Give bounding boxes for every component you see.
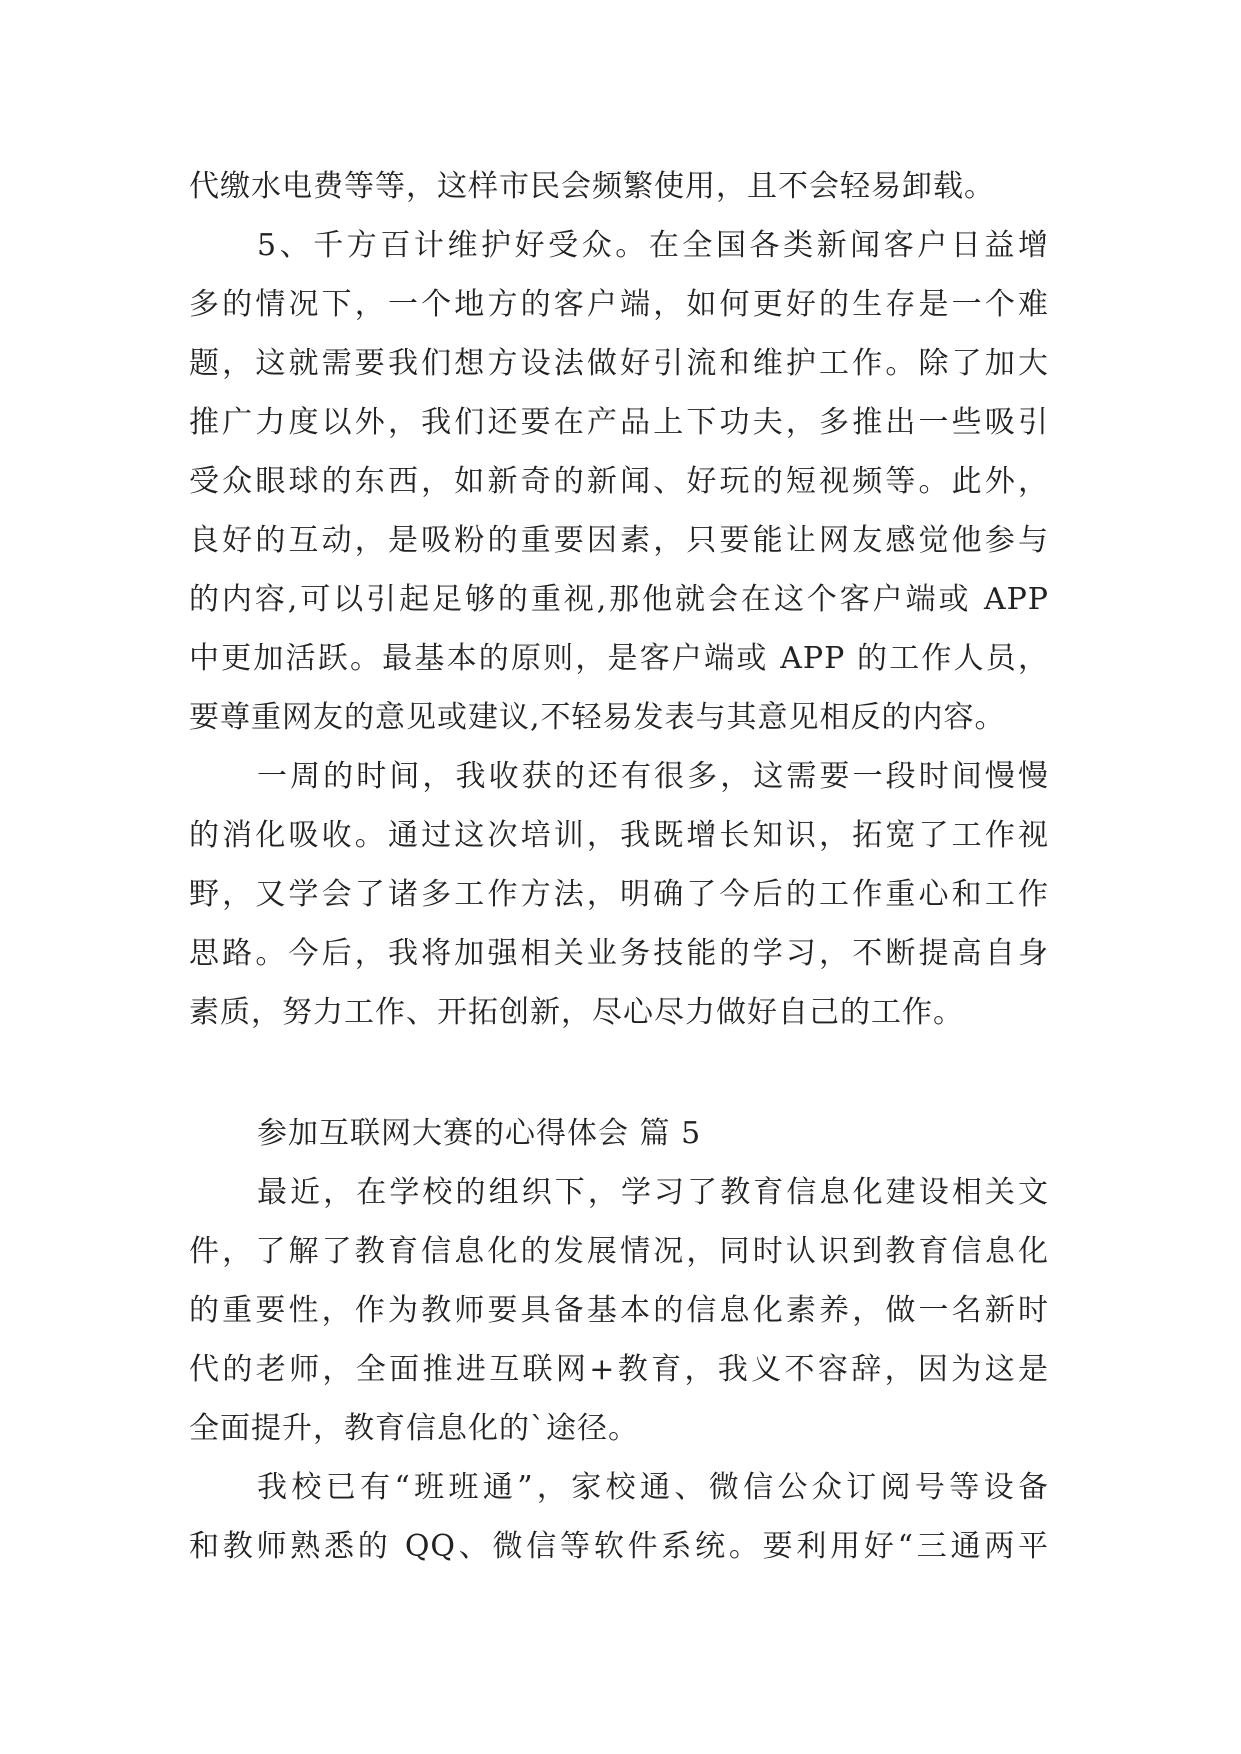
paragraph (189, 747, 1049, 1042)
text-line: 和教师熟悉的 QQ、微信等软件系统。要利用好“三通两平 (189, 1529, 1049, 1564)
text-line: 良好的互动，是吸粉的重要因素，只要能让网友感觉他参与 (189, 523, 1049, 558)
text-line: 野，又学会了诸多工作方法，明确了今后的工作重心和工作 (189, 877, 1049, 912)
text-line: 的消化吸收。通过这次培训，我既增长知识，拓宽了工作视 (189, 818, 1049, 853)
text-line: 代缴水电费等等，这样市民会频繁使用，且不会轻易卸载。 (189, 169, 995, 204)
paragraph (189, 1163, 1049, 1458)
text-line: 最近，在学校的组织下，学习了教育信息化建设相关文 (257, 1175, 1049, 1210)
text-line: 全面提升，教育信息化的`途径。 (189, 1411, 639, 1446)
paragraph (189, 216, 1049, 747)
text-line: 素质，努力工作、开拓创新，尽心尽力做好自己的工作。 (189, 995, 964, 1030)
section-gap (189, 1042, 1049, 1104)
text-line: 推广力度以外，我们还要在产品上下功夫，多推出一些吸引 (189, 405, 1049, 440)
text-line: 多的情况下，一个地方的客户端，如何更好的生存是一个难 (189, 287, 1049, 322)
paragraph (189, 1458, 1049, 1576)
text-line: 的内容,可以引起足够的重视,那他就会在这个客户端或 APP (189, 582, 1049, 617)
text-line: 受众眼球的东西，如新奇的新闻、好玩的短视频等。此外， (189, 464, 1049, 499)
text-line: 思路。今后，我将加强相关业务技能的学习，不断提高自身 (189, 936, 1049, 971)
text-line: 中更加活跃。最基本的原则，是客户端或 APP 的工作人员， (189, 641, 1049, 676)
text-line: 件，了解了教育信息化的发展情况，同时认识到教育信息化 (189, 1234, 1049, 1269)
text-line: 一周的时间，我收获的还有很多，这需要一段时间慢慢 (257, 759, 1049, 794)
text-line: 题，这就需要我们想方设法做好引流和维护工作。除了加大 (189, 346, 1049, 381)
paragraph (189, 157, 1049, 216)
text-line: 5、千方百计维护好受众。在全国各类新闻客户日益增 (257, 228, 1049, 263)
text-line: 我校已有“班班通”，家校通、微信公众订阅号等设备 (257, 1470, 1049, 1505)
text-line: 要尊重网友的意见或建议,不轻易发表与其意见相反的内容。 (189, 700, 1006, 735)
section-heading: 参加互联网大赛的心得体会 篇 5 (257, 1116, 702, 1151)
text-line: 代的老师，全面推进互联网+教育，我义不容辞，因为这是 (189, 1352, 1049, 1387)
body-text (189, 157, 1049, 1576)
text-line: 的重要性，作为教师要具备基本的信息化素养，做一名新时 (189, 1293, 1049, 1328)
